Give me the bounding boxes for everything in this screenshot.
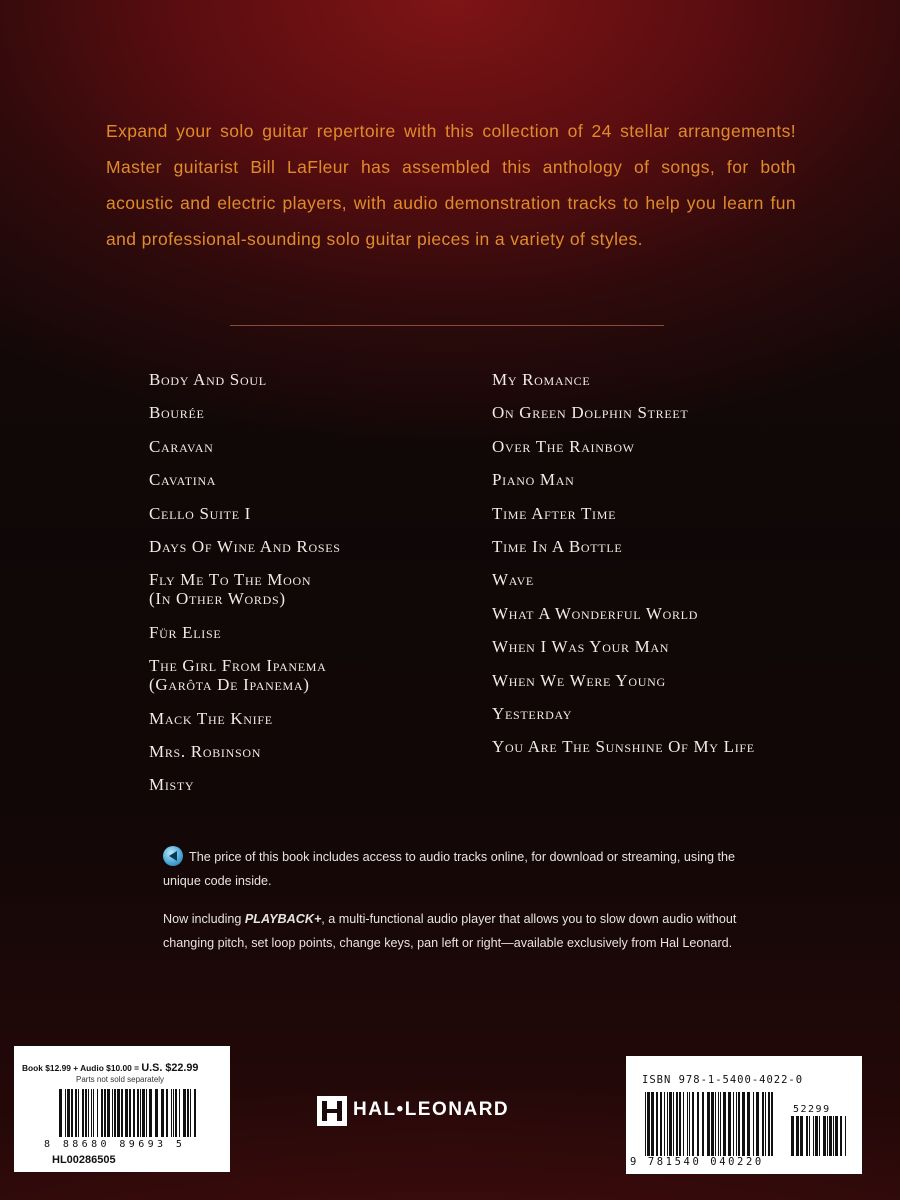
price-equals: = <box>131 1063 142 1073</box>
song-list-left <box>149 370 469 809</box>
isbn-addon-number: 52299 <box>793 1104 831 1115</box>
audio-note-text: The price of this book includes access to audio tracks online, for download or streaming, using the unique code inside. <box>163 850 736 888</box>
song-title: On Green Dolphin Street <box>492 403 689 423</box>
total-price: U.S. $22.99 <box>141 1062 199 1074</box>
hl-code: HL00286505 <box>52 1154 116 1166</box>
song-title: Cavatina <box>149 470 217 490</box>
song-title: Time After Time <box>492 503 617 523</box>
song-title: Days Of Wine And Roses <box>149 536 341 556</box>
audio-price: Audio $10.00 <box>80 1063 132 1073</box>
song-title: What A Wonderful World <box>492 603 699 623</box>
song-title: Over The Rainbow <box>492 436 635 456</box>
audio-info <box>163 845 743 955</box>
song-title: Fly Me To The Moon (In Other Words) <box>149 570 312 609</box>
hal-leonard-mark-icon <box>317 1096 347 1126</box>
song-title: Misty <box>149 775 195 795</box>
song-title: When We Were Young <box>492 670 666 690</box>
price-line <box>22 1062 198 1074</box>
song-title: Time In A Bottle <box>492 536 623 556</box>
book-price: Book $12.99 <box>22 1063 71 1073</box>
song-title: Piano Man <box>492 470 575 490</box>
upc-barcode <box>58 1089 198 1137</box>
song-list-right <box>492 370 822 771</box>
song-title: Für Elise <box>149 622 222 642</box>
playback-note <box>163 907 743 955</box>
description-paragraph: Expand your solo guitar repertoire with this collection of 24 stellar arrangements! Master guitarist Bill LaFleur has assembled this anthology of songs, for both acoustic and electric players, with audio demonstration tracks to help you learn fun and professional-sounding solo guitar pieces in a variety of styles. <box>106 121 796 249</box>
playback-note-suffix: , a multi-functional audio player that allows you to slow down audio without changing pitch, set loop points, change keys, pan left or right—available exclusively from Hal Leonard. <box>163 912 737 950</box>
song-title: Mrs. Robinson <box>149 741 262 761</box>
publisher-name: HAL•LEONARD <box>353 1099 510 1120</box>
isbn-label <box>626 1056 862 1174</box>
song-title: Yesterday <box>492 703 573 723</box>
hal-leonard-logo <box>317 1093 579 1129</box>
song-title: The Girl From Ipanema (Garôta De Ipanema) <box>149 656 327 695</box>
isbn-barcode <box>644 1092 776 1156</box>
isbn-barcode-number: 9 781540 040220 <box>630 1156 764 1168</box>
playback-brand: PLAYBACK+ <box>244 912 322 926</box>
song-title: Bourée <box>149 403 205 423</box>
upc-number: 8 88680 89693 5 <box>44 1139 186 1150</box>
song-title: Caravan <box>149 436 214 456</box>
audio-speaker-icon <box>163 846 183 866</box>
song-title: When I Was Your Man <box>492 637 670 657</box>
song-title: Wave <box>492 570 534 590</box>
audio-note <box>163 845 743 893</box>
isbn-text: ISBN 978-1-5400-4022-0 <box>642 1074 804 1086</box>
song-title: You Are The Sunshine Of My Life <box>492 737 755 757</box>
price-label <box>14 1046 230 1172</box>
song-title: Body And Soul <box>149 370 267 389</box>
song-title: Mack The Knife <box>149 708 273 728</box>
price-plus: + <box>70 1063 81 1073</box>
song-title: Cello Suite I <box>149 503 252 523</box>
song-title: My Romance <box>492 370 591 389</box>
divider-line <box>230 325 664 326</box>
sold-note: Parts not sold separately <box>76 1075 165 1084</box>
playback-note-prefix: Now including <box>163 912 245 926</box>
isbn-addon-barcode <box>790 1116 848 1156</box>
